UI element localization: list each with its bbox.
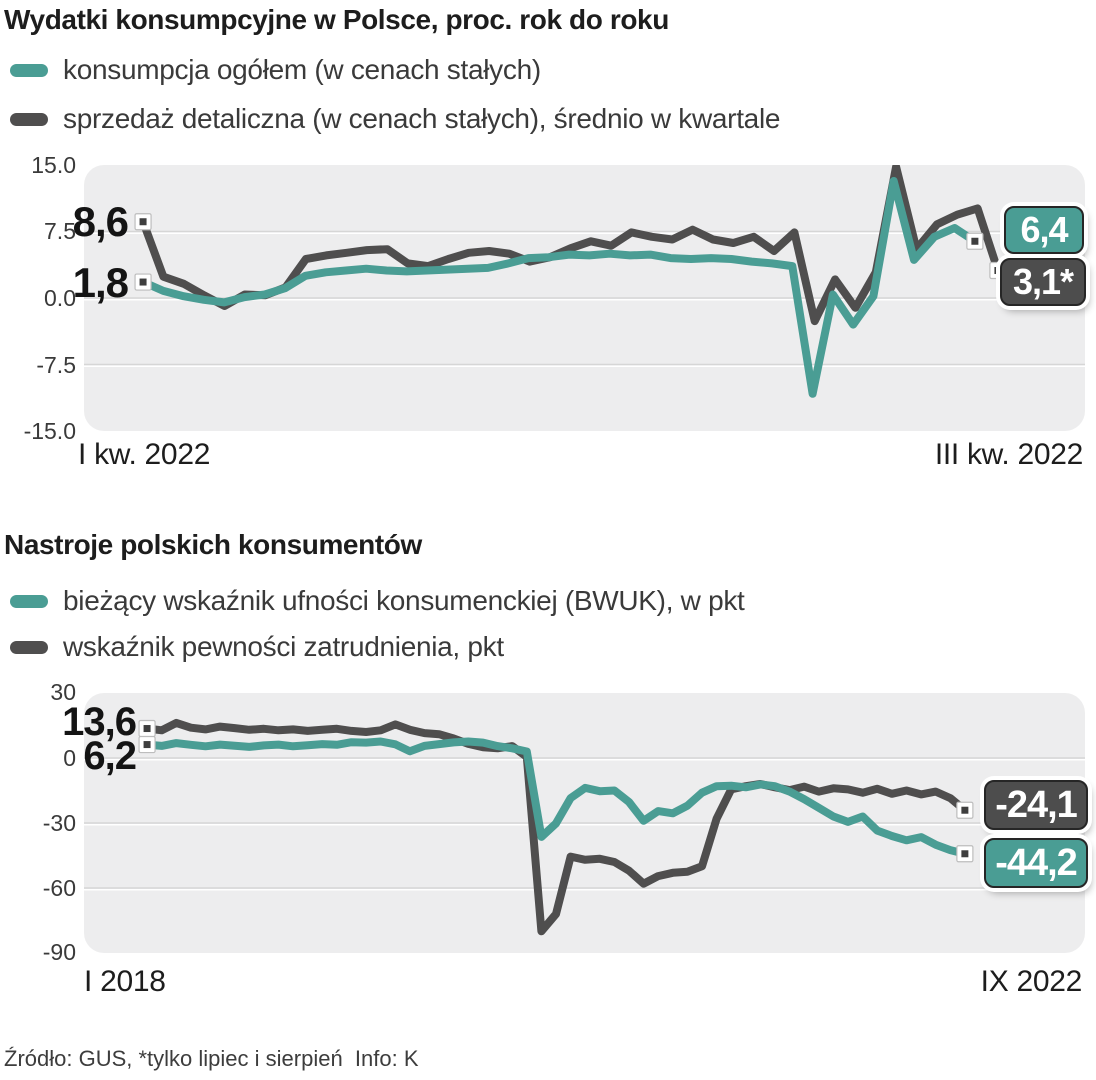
chart2-y-tick-neg30: -30 [42,810,76,836]
chart2-x-label-left: I 2018 [84,965,166,998]
chart1-y-tick-0: 0.0 [44,285,76,311]
chart1-y-tick-7-5: 7.5 [44,218,76,244]
chart1-title: Wydatki konsumpcyjne w Polsce, proc. rok do roku [4,4,669,35]
chart2-end-badge-zatrudnienie: -24,1 [984,780,1088,830]
chart2-y-tick-0: 0 [63,745,76,771]
chart2-legend-item-bwuk [10,585,745,617]
chart2-start-value-zatrudnienie: 13,6 [62,700,136,744]
chart1-lines [84,165,1085,431]
chart1-legend-item-konsumpcja [10,54,541,86]
chart2-legend-label-bwuk: bieżący wskaźnik ufności konsumenckiej (BWUK), w pkt [63,585,745,616]
gray-line-swatch-icon [10,641,48,654]
chart1-legend-item-sprzedaz [10,103,780,135]
chart1-legend-label-konsumpcja: konsumpcja ogółem (w cenach stałych) [63,54,541,85]
chart1-start-value-sprzedaz: 8,6 [72,198,128,245]
chart2-y-tick-neg60: -60 [42,875,76,901]
chart1-legend-label-sprzedaz: sprzedaż detaliczna (w cenach stałych), średnio w kwartale [63,103,781,134]
chart2-legend-label-zatrudnienie: wskaźnik pewności zatrudnienia, pkt [63,631,504,662]
chart2-start-value-bwuk: 6,2 [83,734,136,778]
teal-line-swatch-icon [10,64,48,77]
chart1-plot-area [84,165,1085,431]
footer-source-note: Źródło: GUS, *tylko lipiec i sierpień Info: K [4,1046,419,1071]
chart2-x-label-right: IX 2022 [980,965,1082,998]
teal-line-swatch-icon [10,595,48,608]
chart1-end-badge-konsumpcja: 6,4 [1004,206,1084,254]
chart1-x-label-left: I kw. 2022 [78,438,211,471]
chart2-y-tick-neg90: -90 [42,939,76,965]
gray-line-swatch-icon [10,113,48,126]
chart1-start-value-konsumpcja: 1,8 [72,259,128,306]
chart1-y-tick-neg7-5: -7.5 [36,352,76,378]
chart1-x-label-right: III kw. 2022 [934,438,1083,471]
chart2-plot-area [84,693,1085,953]
chart1-y-tick-neg15: -15.0 [23,418,76,444]
chart2-legend-item-zatrudnienie [10,631,504,663]
chart2-end-badge-bwuk: -44,2 [984,838,1088,888]
chart2-title: Nastroje polskich konsumentów [4,529,422,560]
chart2-lines [84,693,1085,953]
chart2-y-tick-30: 30 [50,679,76,705]
chart1-end-badge-sprzedaz: 3,1* [1000,258,1086,306]
chart1-y-tick-15: 15.0 [31,152,76,178]
